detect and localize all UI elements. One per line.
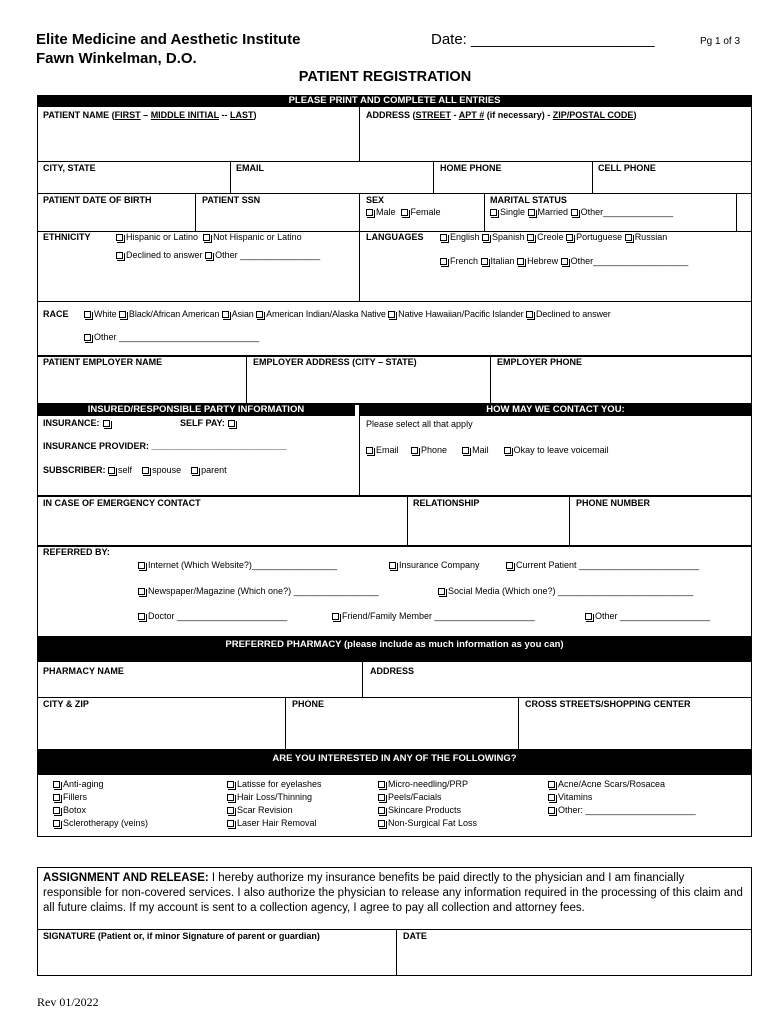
- checkbox-icon[interactable]: [138, 562, 145, 569]
- checkbox-icon[interactable]: [411, 447, 418, 454]
- checkbox-icon[interactable]: [116, 234, 123, 241]
- checkbox-icon[interactable]: [227, 807, 234, 814]
- relationship-label[interactable]: RELATIONSHIP: [413, 498, 480, 508]
- pharmacy-bar: PREFERRED PHARMACY (please include as much information as you can): [37, 637, 752, 662]
- interest-item[interactable]: Hair Loss/Thinning: [227, 792, 322, 805]
- employer-address-label[interactable]: EMPLOYER ADDRESS (CITY – STATE): [253, 357, 417, 367]
- checkbox-icon[interactable]: [378, 820, 385, 827]
- interest-item[interactable]: Skincare Products: [378, 805, 477, 818]
- contact-select-label: Please select all that apply: [366, 419, 473, 429]
- checkbox-icon[interactable]: [84, 311, 91, 318]
- insurance-provider-label[interactable]: INSURANCE PROVIDER: ___________________________: [43, 441, 287, 451]
- checkbox-icon[interactable]: [227, 820, 234, 827]
- checkbox-icon[interactable]: [481, 258, 488, 265]
- checkbox-icon[interactable]: [191, 467, 198, 474]
- interest-item[interactable]: Micro-needling/PRP: [378, 779, 477, 792]
- checkbox-icon[interactable]: [53, 820, 60, 827]
- checkbox-icon[interactable]: [440, 258, 447, 265]
- ref-friend[interactable]: Friend/Family Member ____________________: [332, 611, 535, 622]
- home-phone-label[interactable]: HOME PHONE: [440, 163, 502, 173]
- checkbox-icon[interactable]: [366, 447, 373, 454]
- checkbox-icon[interactable]: [53, 781, 60, 788]
- checkbox-icon[interactable]: [528, 209, 535, 216]
- dob-label[interactable]: PATIENT DATE OF BIRTH: [43, 195, 152, 205]
- checkbox-icon[interactable]: [227, 781, 234, 788]
- checkbox-icon[interactable]: [366, 209, 373, 216]
- ethnicity-options-row2[interactable]: Declined to answer Other ________________: [116, 250, 320, 261]
- ref-newspaper[interactable]: Newspaper/Magazine (Which one?) _________________: [138, 586, 379, 597]
- patient-name-label[interactable]: PATIENT NAME (FIRST – MIDDLE INITIAL -- LAST): [43, 110, 257, 120]
- checkbox-icon[interactable]: [438, 588, 445, 595]
- checkbox-icon[interactable]: [482, 234, 489, 241]
- email-label[interactable]: EMAIL: [236, 163, 264, 173]
- pharmacy-name-label[interactable]: PHARMACY NAME: [43, 666, 124, 676]
- checkbox-icon[interactable]: [504, 447, 511, 454]
- checkbox-icon[interactable]: [401, 209, 408, 216]
- interest-item[interactable]: Latisse for eyelashes: [227, 779, 322, 792]
- ref-insurance[interactable]: Insurance Company: [389, 560, 480, 571]
- ref-other[interactable]: Other __________________: [585, 611, 710, 622]
- cross-streets-label[interactable]: CROSS STREETS/SHOPPING CENTER: [525, 699, 691, 709]
- interest-item[interactable]: Anti-aging: [53, 779, 148, 792]
- checkbox-icon[interactable]: [108, 467, 115, 474]
- ref-doctor[interactable]: Doctor ______________________: [138, 611, 287, 622]
- checkbox-icon[interactable]: [625, 234, 632, 241]
- checkbox-icon[interactable]: [462, 447, 469, 454]
- race-label: RACE: [43, 309, 69, 319]
- checkbox-icon[interactable]: [561, 258, 568, 265]
- checkbox-icon[interactable]: [119, 311, 126, 318]
- checkbox-icon[interactable]: [506, 562, 513, 569]
- pharmacy-address-label[interactable]: ADDRESS: [370, 666, 415, 676]
- checkbox-icon[interactable]: [548, 794, 555, 801]
- checkbox-icon[interactable]: [205, 252, 212, 259]
- checkbox-icon[interactable]: [548, 807, 555, 814]
- checkbox-icon[interactable]: [222, 311, 229, 318]
- checkbox-icon[interactable]: [138, 588, 145, 595]
- checkbox-icon[interactable]: [53, 794, 60, 801]
- practice-name: Elite Medicine and Aesthetic Institute: [36, 31, 301, 48]
- checkbox-icon[interactable]: [440, 234, 447, 241]
- interests-col-2: [227, 779, 322, 831]
- print-instructions-bar: PLEASE PRINT AND COMPLETE ALL ENTRIES: [37, 95, 752, 107]
- interests-col-4: [548, 779, 696, 818]
- marital-label: MARITAL STATUS: [490, 195, 567, 205]
- interest-item[interactable]: Peels/Facials: [378, 792, 477, 805]
- languages-row1[interactable]: English Spanish Creole Portuguese Russian: [440, 232, 667, 243]
- checkbox-icon[interactable]: [378, 794, 385, 801]
- ethnicity-options-row1[interactable]: Hispanic or Latino Not Hispanic or Latino: [116, 232, 302, 243]
- page-indicator: Pg 1 of 3: [700, 36, 741, 47]
- employer-name-label[interactable]: PATIENT EMPLOYER NAME: [43, 357, 163, 367]
- checkbox-icon[interactable]: [227, 794, 234, 801]
- languages-label: LANGUAGES: [366, 232, 424, 242]
- signature-label[interactable]: SIGNATURE (Patient or, if minor Signature of parent or guardian): [43, 931, 320, 941]
- interests-bar: ARE YOU INTERESTED IN ANY OF THE FOLLOWING?: [37, 750, 752, 775]
- ssn-label[interactable]: PATIENT SSN: [202, 195, 261, 205]
- subscriber-label[interactable]: SUBSCRIBER: self spouse parent: [43, 465, 227, 475]
- languages-row2[interactable]: French Italian Hebrew Other___________________: [440, 256, 688, 267]
- checkbox-icon[interactable]: [378, 807, 385, 814]
- checkbox-icon[interactable]: [388, 311, 395, 318]
- pharmacy-phone-label[interactable]: PHONE: [292, 699, 325, 709]
- assignment-text: ASSIGNMENT AND RELEASE: I hereby authorize my insurance benefits be paid directly to the physician and I am financially responsible for non-covered services. I also authorize the physician to release any information required in the processing of this claim and all future claims. If my account is sent to a collection agency, I agree to pay all collection and attorney fees.: [43, 872, 743, 914]
- interests-col-3: [378, 779, 477, 831]
- race-options-row2[interactable]: Other ____________________________: [84, 332, 259, 343]
- checkbox-icon[interactable]: [84, 334, 91, 341]
- interest-item[interactable]: Other: ______________________: [548, 805, 696, 818]
- checkbox-icon[interactable]: [332, 613, 339, 620]
- revision-label: Rev 01/2022: [37, 995, 99, 1009]
- checkbox-icon[interactable]: [116, 252, 123, 259]
- checkbox-icon[interactable]: [490, 209, 497, 216]
- interest-item[interactable]: Non-Surgical Fat Loss: [378, 818, 477, 831]
- self-pay-label[interactable]: SELF PAY:: [180, 418, 238, 429]
- checkbox-icon[interactable]: [103, 420, 110, 427]
- interests-col-1: [53, 779, 148, 831]
- interest-item[interactable]: Scar Revision: [227, 805, 322, 818]
- checkbox-icon[interactable]: [203, 234, 210, 241]
- checkbox-icon[interactable]: [228, 420, 235, 427]
- checkbox-icon[interactable]: [389, 562, 396, 569]
- interest-item[interactable]: Fillers: [53, 792, 148, 805]
- checkbox-icon[interactable]: [256, 311, 263, 318]
- checkbox-icon[interactable]: [517, 258, 524, 265]
- ref-social[interactable]: Social Media (Which one?) ___________________________: [438, 586, 693, 597]
- date-signature-label[interactable]: DATE: [403, 931, 427, 941]
- doctor-name: Fawn Winkelman, D.O.: [36, 50, 197, 67]
- city-state-label[interactable]: CITY, STATE: [43, 163, 96, 173]
- marital-options[interactable]: Single Married Other______________: [490, 207, 673, 218]
- interest-item[interactable]: Laser Hair Removal: [227, 818, 322, 831]
- employer-phone-label[interactable]: EMPLOYER PHONE: [497, 357, 583, 367]
- checkbox-icon[interactable]: [527, 234, 534, 241]
- checkbox-icon[interactable]: [571, 209, 578, 216]
- referred-by-label: REFERRED BY:: [43, 547, 110, 557]
- emergency-label[interactable]: IN CASE OF EMERGENCY CONTACT: [43, 498, 201, 508]
- checkbox-icon[interactable]: [53, 807, 60, 814]
- insurance-label[interactable]: INSURANCE:: [43, 418, 113, 429]
- checkbox-icon[interactable]: [378, 781, 385, 788]
- sex-options[interactable]: Male Female: [366, 207, 441, 218]
- checkbox-icon[interactable]: [566, 234, 573, 241]
- ethnicity-label: ETHNICITY: [43, 232, 91, 242]
- race-options-row1[interactable]: White Black/African American Asian American Indian/Alaska Native Native Hawaiian/Pacific Islander Declined to answer: [84, 309, 611, 320]
- checkbox-icon[interactable]: [138, 613, 145, 620]
- ref-current-patient[interactable]: Current Patient ________________________: [506, 560, 699, 571]
- interest-item[interactable]: Sclerotherapy (veins): [53, 818, 148, 831]
- checkbox-icon[interactable]: [142, 467, 149, 474]
- interest-item[interactable]: Acne/Acne Scars/Rosacea: [548, 779, 696, 792]
- sex-label: SEX: [366, 195, 385, 205]
- interest-item[interactable]: Botox: [53, 805, 148, 818]
- insured-party-bar: INSURED/RESPONSIBLE PARTY INFORMATION: [37, 404, 355, 416]
- contact-bar: HOW MAY WE CONTACT YOU:: [359, 404, 752, 416]
- checkbox-icon[interactable]: [526, 311, 533, 318]
- city-zip-label[interactable]: CITY & ZIP: [43, 699, 89, 709]
- cell-phone-label[interactable]: CELL PHONE: [598, 163, 656, 173]
- form-title: PATIENT REGISTRATION: [298, 69, 472, 85]
- phone-number-label[interactable]: PHONE NUMBER: [576, 498, 651, 508]
- checkbox-icon[interactable]: [548, 781, 555, 788]
- date-field[interactable]: Date: ______________________: [431, 31, 655, 48]
- interest-item[interactable]: Vitamins: [548, 792, 696, 805]
- address-label[interactable]: ADDRESS (STREET - APT # (if necessary) - ZIP/POSTAL CODE): [366, 110, 637, 120]
- ref-internet[interactable]: Internet (Which Website?)_________________: [138, 560, 337, 571]
- contact-options[interactable]: Email Phone Mail Okay to leave voicemail: [366, 445, 609, 456]
- checkbox-icon[interactable]: [585, 613, 592, 620]
